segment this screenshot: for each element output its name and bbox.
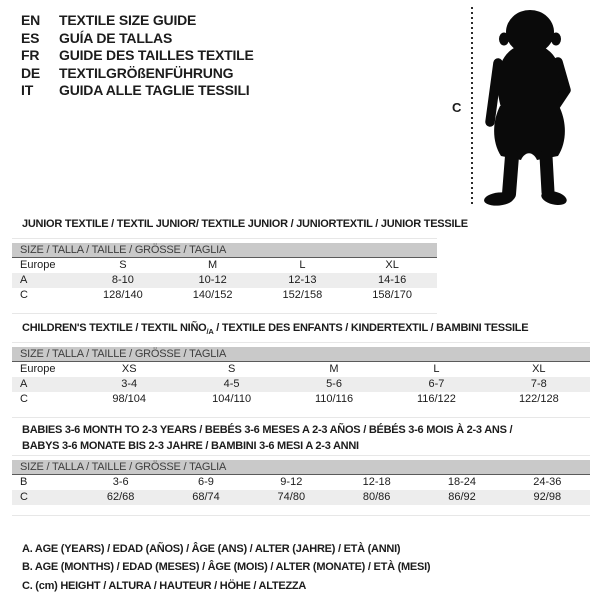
row-label: A <box>20 378 28 390</box>
language-row-de <box>21 65 254 83</box>
size-cell: L <box>299 259 306 271</box>
table-row-height <box>12 490 590 505</box>
table-row-age <box>12 377 590 392</box>
height-cell: 74/80 <box>277 491 306 503</box>
size-header-bar: SIZE / TALLA / TAILLE / GRÖSSE / TAGLIA <box>12 243 437 258</box>
size-cell: XS <box>121 363 137 375</box>
height-cell: 116/122 <box>416 393 456 405</box>
size-header-bar: SIZE / TALLA / TAILLE / GRÖSSE / TAGLIA <box>12 460 590 475</box>
language-row-es <box>21 30 254 48</box>
footnote-legend <box>22 540 430 595</box>
babies-section-title <box>22 422 512 454</box>
language-title: TEXTILGRÖßENFÜHRUNG <box>59 64 234 81</box>
table-row-height <box>12 392 590 407</box>
language-row-en <box>21 12 254 30</box>
table-row-age <box>12 273 437 288</box>
babies-size-table <box>12 455 590 516</box>
row-label: B <box>20 476 28 488</box>
size-cell: S <box>227 363 236 375</box>
size-cell: L <box>433 363 440 375</box>
height-cell: 128/140 <box>102 289 143 301</box>
row-label: Europe <box>20 259 56 271</box>
language-code: DE <box>21 64 41 81</box>
size-cell: M <box>208 259 218 271</box>
language-title: GUÍA DE TALLAS <box>59 29 173 46</box>
age-cell: 4-5 <box>223 378 240 390</box>
children-title-sub: /A <box>206 327 214 337</box>
age-cell: 8-10 <box>111 274 134 286</box>
age-cell: 24-36 <box>533 476 562 488</box>
age-cell: 18-24 <box>447 476 477 488</box>
height-cell: 98/104 <box>112 393 147 405</box>
footnote-c: C. (cm) HEIGHT / ALTURA / HAUTEUR / HÖHE / ALTEZZA <box>22 579 307 592</box>
row-label: C <box>20 289 28 301</box>
height-cell: 104/110 <box>212 393 252 405</box>
language-code: EN <box>21 12 41 28</box>
row-label: C <box>20 393 28 405</box>
language-code: ES <box>21 29 40 46</box>
age-cell: 10-12 <box>198 274 227 286</box>
height-cell: 158/170 <box>372 289 412 301</box>
age-cell: 9-12 <box>280 476 303 488</box>
language-title: GUIDA ALLE TAGLIE TESSILI <box>59 82 250 98</box>
size-cell: XL <box>532 363 546 375</box>
height-cell: 110/116 <box>314 393 354 405</box>
row-label: Europe <box>20 363 56 375</box>
table-row-europe <box>12 258 437 273</box>
children-title-pre: CHILDREN'S TEXTILE / TEXTIL NIÑO <box>22 322 207 334</box>
language-title: GUIDE DES TAILLES TEXTILE <box>59 47 254 63</box>
size-cell: M <box>329 363 339 375</box>
children-section-title <box>22 320 528 340</box>
row-label: A <box>20 274 28 286</box>
row-label: C <box>20 491 28 503</box>
size-cell: S <box>119 259 127 271</box>
age-cell: 5-6 <box>326 378 342 390</box>
table-row-europe <box>12 362 590 377</box>
age-cell: 7-8 <box>530 378 547 390</box>
height-cell: 68/74 <box>192 491 220 503</box>
age-cell: 6-7 <box>428 378 445 390</box>
babies-title-line2: BABYS 3-6 MONATE BIS 2-3 JAHRE / BAMBINI 3-6 MESI A 2-3 ANNI <box>22 440 359 452</box>
height-cell: 122/128 <box>518 393 559 405</box>
age-cell: 12-13 <box>288 274 317 286</box>
children-title-post: / TEXTILE DES ENFANTS / KINDERTEXTIL / BAMBINI TESSILE <box>213 322 529 334</box>
children-size-table <box>12 342 590 418</box>
babies-title-line1: BABIES 3-6 MONTH TO 2-3 YEARS / BEBÉS 3-6 MESES A 2-3 AÑOS / BÉBÉS 3-6 MOIS À 2-3 ANS / <box>22 424 513 436</box>
baby-silhouette-icon <box>482 6 577 206</box>
height-cell: 86/92 <box>448 491 476 503</box>
junior-section-title: JUNIOR TEXTILE / TEXTIL JUNIOR/ TEXTILE JUNIOR / JUNIORTEXTIL / JUNIOR TESSILE <box>22 218 468 230</box>
table-row-height <box>12 288 437 303</box>
size-cell: XL <box>385 259 399 271</box>
language-code: FR <box>21 47 40 63</box>
height-cell: 152/158 <box>282 289 323 301</box>
junior-size-table <box>12 238 437 314</box>
height-cell: 62/68 <box>106 491 135 503</box>
age-cell: 14-16 <box>378 274 407 286</box>
age-cell: 3-4 <box>121 378 138 390</box>
height-measure-label: C <box>452 100 462 115</box>
language-row-it <box>21 82 254 100</box>
height-cell: 140/152 <box>192 289 233 301</box>
age-cell: 6-9 <box>198 476 214 488</box>
height-dashed-line <box>471 7 473 207</box>
height-cell: 80/86 <box>362 491 391 503</box>
size-header-bar: SIZE / TALLA / TAILLE / GRÖSSE / TAGLIA <box>12 347 590 362</box>
language-title-list <box>21 12 254 100</box>
age-cell: 12-18 <box>362 476 391 488</box>
height-cell: 92/98 <box>533 491 562 503</box>
language-row-fr <box>21 47 254 65</box>
language-title: TEXTILE SIZE GUIDE <box>59 12 197 28</box>
age-cell: 3-6 <box>112 476 129 488</box>
table-row-age-months <box>12 475 590 490</box>
footnote-b: B. AGE (MONTHS) / EDAD (MESES) / ÂGE (MOIS) / ALTER (MONATE) / ETÀ (MESI) <box>22 561 431 574</box>
language-code: IT <box>21 82 34 98</box>
footnote-a: A. AGE (YEARS) / EDAD (AÑOS) / ÂGE (ANS) / ALTER (JAHRE) / ETÀ (ANNI) <box>22 543 401 555</box>
